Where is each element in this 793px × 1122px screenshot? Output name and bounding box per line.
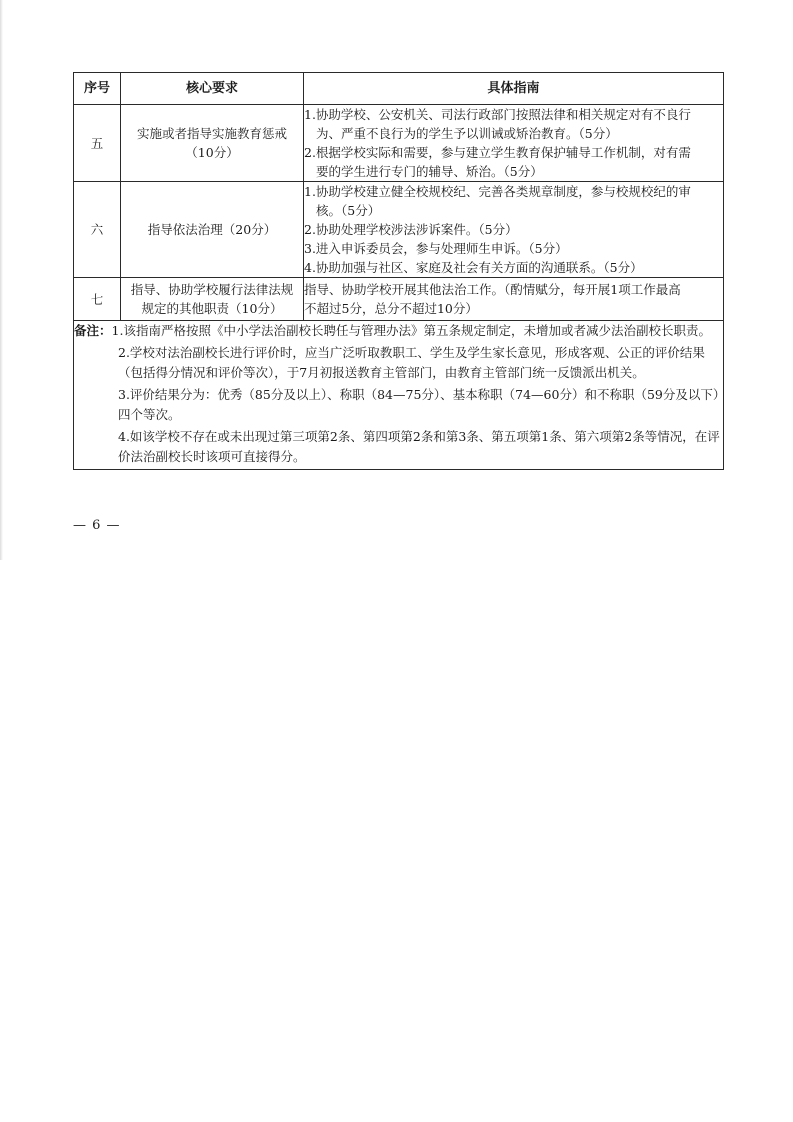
guide-item-text: 4.协助加强与社区、家庭及社会有关方面的沟通联系。（5分）	[304, 260, 643, 275]
row-requirement	[121, 182, 304, 278]
notes-cell	[74, 321, 724, 470]
guide-item-text: 指导、协助学校开展其他法治工作。（酌情赋分，每开展1项工作最高	[304, 282, 681, 297]
guide-item-text: 不超过5分，总分不超过10分）	[304, 301, 478, 316]
guide-item	[304, 258, 723, 277]
table-header-row	[74, 73, 724, 105]
table-row	[74, 278, 724, 321]
row-number: 五	[74, 105, 121, 182]
guide-item	[304, 105, 723, 143]
row-requirement	[121, 278, 304, 321]
guide-item-text: 2.根据学校实际和需要，参与建立学生教育保护辅导工作机制，对有需	[304, 145, 691, 160]
notes-label: 备注：	[74, 323, 112, 338]
guide-item	[304, 182, 723, 220]
row-requirement	[121, 105, 304, 182]
guide-item	[304, 280, 723, 318]
row-number: 七	[74, 278, 121, 321]
note-item: 4.如该学校不存在或未出现过第三项第2条、第四项第2条和第3条、第五项第1条、第六项第2条等情况，在评价法治副校长时该项可直接得分。	[118, 429, 720, 464]
page-edge-shadow	[0, 0, 3, 560]
row-guide	[304, 105, 724, 182]
requirement-line: 规定的其他职责（10分）	[141, 301, 283, 316]
guide-item-text: 1.协助学校建立健全校规校纪、完善各类规章制度，参与校规校纪的审	[304, 184, 691, 199]
row-guide	[304, 278, 724, 321]
guide-item	[304, 239, 723, 258]
guide-item-continuation: 核。（5分）	[316, 203, 381, 218]
header-guide: 具体指南	[304, 73, 724, 105]
requirement-line: 实施或者指导实施教育惩戒	[136, 126, 287, 141]
guide-item	[304, 143, 723, 181]
guide-item-text: 2.协助处理学校涉法涉诉案件。（5分）	[304, 222, 518, 237]
requirement-line: 指导、协助学校履行法律法规	[130, 282, 294, 297]
note-item	[74, 321, 723, 341]
table-row	[74, 182, 724, 278]
requirement-line: （10分）	[185, 145, 239, 160]
evaluation-guide-table	[73, 72, 724, 470]
guide-item	[304, 220, 723, 239]
note-item: 3.评价结果分为：优秀（85分及以上）、称职（84—75分）、基本称职（74—60分）和不称职（59分及以下）四个等次。	[118, 387, 720, 422]
table-row	[74, 105, 724, 182]
notes-row	[74, 321, 724, 470]
guide-item-continuation: 为、严重不良行为的学生予以训诫或矫治教育。（5分）	[316, 126, 618, 141]
requirement-line: 指导依法治理（20分）	[147, 222, 277, 237]
note-text: 1.该指南严格按照《中小学法治副校长聘任与管理办法》第五条规定制定，未增加或者减少法治副校长职责。	[111, 323, 711, 338]
guide-item-continuation: 要的学生进行专门的辅导、矫治。（5分）	[316, 164, 543, 179]
note-item: 2.学校对法治副校长进行评价时，应当广泛听取教职工、学生及学生家长意见，形成客观、公正的评价结果（包括得分情况和评价等次），于7月初报送教育主管部门，由教育主管部门统一反馈派出机关。	[118, 345, 705, 380]
header-requirement: 核心要求	[121, 73, 304, 105]
guide-item-text: 3.进入申诉委员会，参与处理师生申诉。（5分）	[304, 241, 568, 256]
guide-item-text: 1.协助学校、公安机关、司法行政部门按照法律和相关规定对有不良行	[304, 107, 691, 122]
row-guide	[304, 182, 724, 278]
row-number: 六	[74, 182, 121, 278]
header-number: 序号	[74, 73, 121, 105]
page-number: — 6 —	[73, 518, 121, 533]
